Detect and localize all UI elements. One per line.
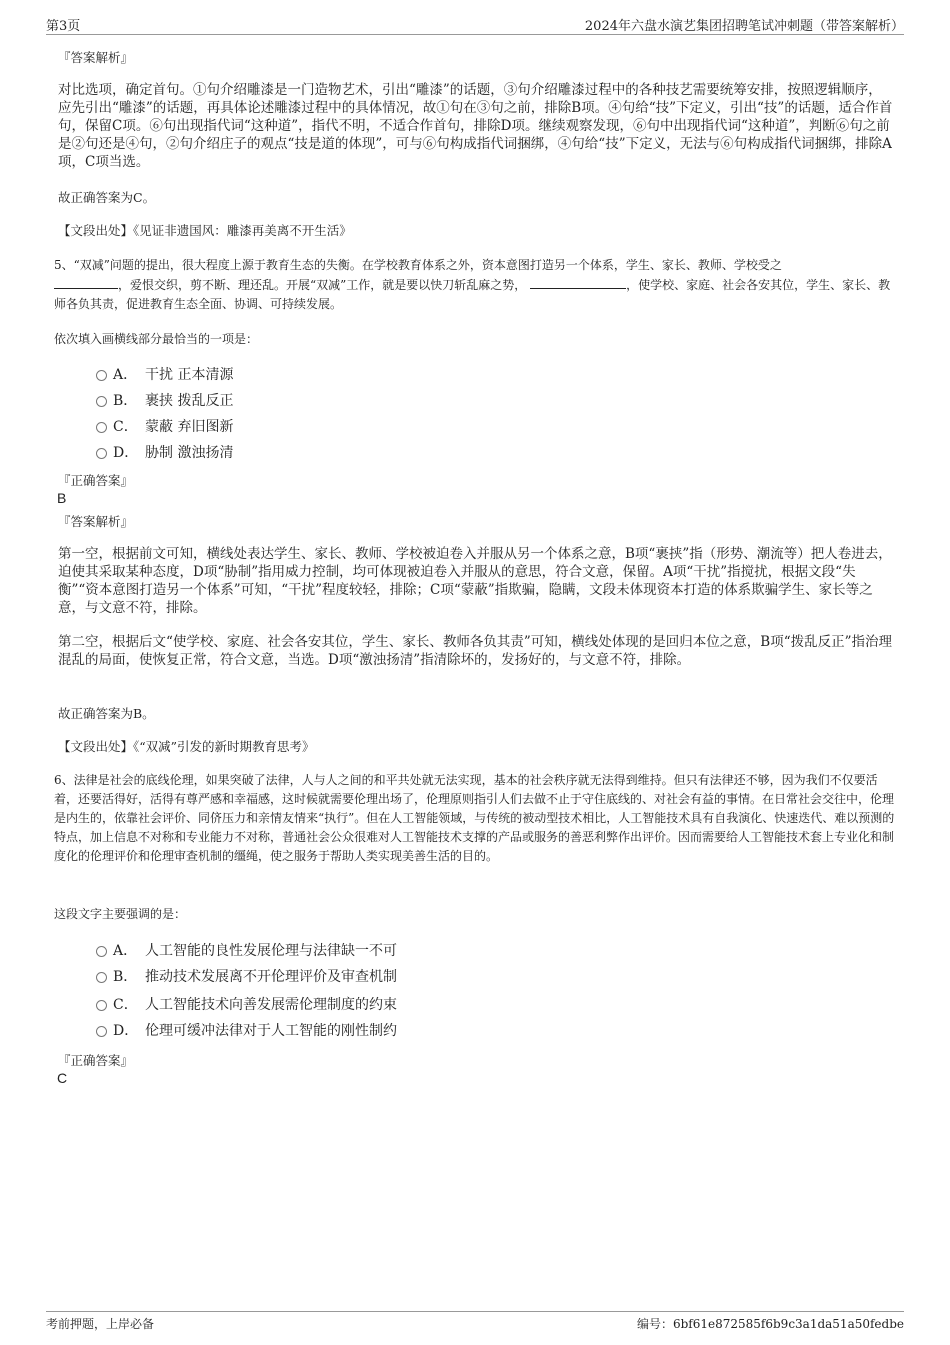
- q5-option-d[interactable]: D． 胁制 激浊扬清: [96, 443, 233, 463]
- q6-answer: C: [57, 1070, 68, 1086]
- q5-stem-part3: ，使学校、家庭、社会各安其位，学生、家长、教师各负其责，促进教育生态全面、协调、可持续发展。: [54, 278, 891, 311]
- q5-option-a[interactable]: A． 干扰 正本清源: [96, 365, 233, 385]
- q4-analysis-title: 『答案解析』: [58, 50, 134, 65]
- q5-stem-part2: ，爱恨交织，剪不断、理还乱。开展“双减”工作，就是要以快刀斩乱麻之势，: [118, 278, 527, 292]
- q5-blank-2: [530, 275, 626, 289]
- q5-conclusion: 故正确答案为B。: [58, 706, 155, 721]
- radio-icon[interactable]: [96, 396, 107, 407]
- q5-option-c[interactable]: C． 蒙蔽 弃旧图新: [96, 417, 233, 437]
- q5-answer: B: [57, 490, 67, 506]
- q6-stem: 6、法律是社会的底线伦理，如果突破了法律，人与人之间的和平共处就无法实现，基本的社会秩序就无法得到维持。但只有法律还不够，因为我们不仅要活着，还要活得好，活得有尊严感和幸福感，这时候就需要伦理出场了，伦理原则指引人们去做不止于守住底线的、对社会有益的事情。在日常社会交往中，伦理是内生的，依靠社会评价、同侪压力和亲情友情来“执行”。但在人工智能领域，与传统的被动型技术相比，人工智能技术具有自我演化、快速迭代、难以预测的特点，加上信息不对称和专业能力不对称，普通社会公众很难对人工智能技术支撑的产品或服务的善恶利弊作出评价。因而需要给人工智能技术套上专业化和制度化的伦理评价和伦理审查机制的缰绳，使之服务于帮助人类实现美善生活的目的。: [54, 773, 895, 863]
- q5-analysis-paragraph-1: 第一空，根据前文可知，横线处表达学生、家长、教师、学校被迫卷入并服从另一个体系之意，B项“裹挟”指（形势、潮流等）把人卷进去，迫使其采取某种态度，D项“胁制”指用威力控制，均可体现被迫卷入并服从的意思，符合文意，保留。A项“干扰”指搅扰，根据文段“失衡”“资本意图打造另一个体系”可知，“干扰”程度较轻，排除；C项“蒙蔽”指欺骗，隐瞒，文段未体现资本打造的体系欺骗学生、家长等之意，与文意不符，排除。: [58, 546, 892, 616]
- q5-blank-1: [54, 275, 118, 289]
- q5-stem: [54, 256, 899, 314]
- q6-option-a[interactable]: A． 人工智能的良性发展伦理与法律缺一不可: [96, 941, 397, 961]
- q6-option-d[interactable]: D． 伦理可缓冲法律对于人工智能的刚性制约: [96, 1021, 397, 1041]
- q4-analysis-paragraph: 对比选项，确定首句。①句介绍雕漆是一门造物艺术，引出“雕漆”的话题，③句介绍雕漆过程中的各种技艺需要统筹安排，按照逻辑顺序，应先引出“雕漆”的话题，再具体论述雕漆过程中的具体情况，故①句在③句之前，排除B项。④句给“技”下定义，引出“技”的话题，适合作首句，保留C项。⑥句出现指代词“这种道”，指代不明，不适合作首句，排除D项。继续观察发现，⑥句中出现指代词“这种道”，判断⑥句之前是②句还是④句，②句介绍庄子的观点“技是道的体现”，可与⑥句构成指代词捆绑，④句给“技”下定义，无法与⑥句构成指代词捆绑，排除A项，C项当选。: [58, 82, 893, 170]
- radio-icon[interactable]: [96, 1000, 107, 1011]
- document-title: 2024年六盘水演艺集团招聘笔试冲刺题（带答案解析）: [584, 19, 904, 34]
- q5-source: 【文段出处】《“双减”引发的新时期教育思考》: [58, 739, 315, 754]
- radio-icon[interactable]: [96, 972, 107, 983]
- page-header: [46, 14, 904, 35]
- radio-icon[interactable]: [96, 946, 107, 957]
- q4-conclusion: 故正确答案为C。: [58, 190, 156, 205]
- q6-prompt: 这段文字主要强调的是：: [54, 907, 187, 921]
- radio-icon[interactable]: [96, 1026, 107, 1037]
- q4-source: 【文段出处】《见证非遗国风：雕漆再美离不开生活》: [58, 223, 352, 238]
- page-footer: [46, 1311, 904, 1334]
- q5-prompt: 依次填入画横线部分最恰当的一项是：: [54, 332, 259, 346]
- footer-slogan: 考前押题，上岸必备: [46, 1317, 155, 1331]
- radio-icon[interactable]: [96, 370, 107, 381]
- radio-icon[interactable]: [96, 422, 107, 433]
- q5-stem-part1: 5、“双减”问题的提出，很大程度上源于教育生态的失衡。在学校教育体系之外，资本意图打造另一个体系，学生、家长、教师、学校受之: [54, 258, 782, 272]
- q6-option-b[interactable]: B． 推动技术发展离不开伦理评价及审查机制: [96, 967, 397, 987]
- q5-analysis-title: 『答案解析』: [58, 514, 134, 529]
- page-number: 第3页: [46, 19, 81, 34]
- q6-option-c[interactable]: C． 人工智能技术向善发展需伦理制度的约束: [96, 995, 397, 1015]
- document-code: 编号：6bf61e872585f6b9c3a1da51a50fedbe: [636, 1317, 904, 1331]
- q5-answer-title: 『正确答案』: [58, 473, 134, 488]
- radio-icon[interactable]: [96, 448, 107, 459]
- q5-option-b[interactable]: B． 裹挟 拨乱反正: [96, 391, 233, 411]
- q5-analysis-paragraph-2: 第二空，根据后文“使学校、家庭、社会各安其位，学生、家长、教师各负其责”可知，横线处体现的是回归本位之意，B项“拨乱反正”指治理混乱的局面，使恢复正常，符合文意，当选。D项“激浊扬清”指清除坏的，发扬好的，与文意不符，排除。: [58, 634, 893, 668]
- q6-answer-title: 『正确答案』: [58, 1053, 134, 1068]
